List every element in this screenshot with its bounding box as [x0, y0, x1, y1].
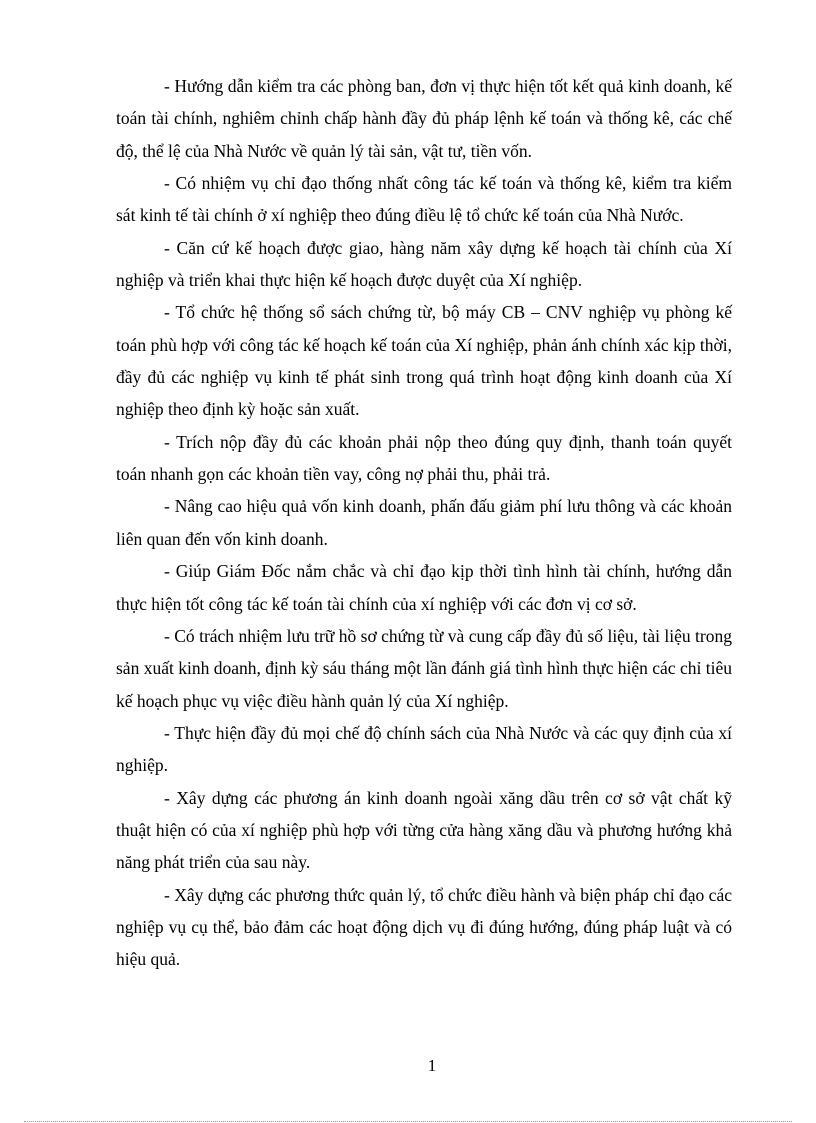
page-footer-divider: [24, 1121, 792, 1122]
paragraph-11: - Xây dựng các phương thức quản lý, tổ chức điều hành và biện pháp chỉ đạo các nghiệp vụ cụ thể, bảo đảm các hoạt động dịch vụ đi đúng hướng, đúng pháp luật và có hiệu quả.: [116, 884, 732, 970]
paragraph-3: - Căn cứ kế hoạch được giao, hàng năm xây dựng kế hoạch tài chính của Xí nghiệp và triển khai thực hiện kế hoạch được duyệt của Xí nghiệp.: [116, 237, 732, 291]
page-number: 1: [427, 1056, 437, 1075]
paragraph-1: - Hướng dẫn kiểm tra các phòng ban, đơn vị thực hiện tốt kết quả kinh doanh, kế toán tài chính, nghiêm chỉnh chấp hành đầy đủ pháp lệnh kế toán và thống kê, các chế độ, thể lệ của Nhà Nước về quản lý tài sản, vật tư, tiền vốn.: [116, 76, 732, 161]
paragraph-10: - Xây dựng các phương án kinh doanh ngoài xăng dầu trên cơ sở vật chất kỹ thuật hiện có của xí nghiệp phù hợp với từng cửa hàng xăng dầu và phương hướng khả năng phát triển của sau này.: [116, 787, 732, 873]
document-body: [116, 70, 732, 976]
paragraph-2: - Có nhiệm vụ chỉ đạo thống nhất công tác kế toán và thống kê, kiểm tra kiểm sát kinh tế tài chính ở xí nghiệp theo đúng điều lệ tổ chức kế toán của Nhà Nước.: [116, 173, 732, 226]
paragraph-4: - Tổ chức hệ thống sổ sách chứng từ, bộ máy CB – CNV nghiệp vụ phòng kế toán phù hợp với công tác kế hoạch kế toán của Xí nghiệp, phản ánh chính xác kịp thời, đầy đủ các nghiệp vụ kinh tế phát sinh trong quá trình hoạt động kinh doanh của Xí nghiệp theo định kỳ hoặc sản xuất.: [116, 302, 732, 420]
paragraph-9: - Thực hiện đầy đủ mọi chế độ chính sách của Nhà Nước và các quy định của xí nghiệp.: [116, 722, 732, 776]
paragraph-8: - Có trách nhiệm lưu trữ hồ sơ chứng từ và cung cấp đầy đủ số liệu, tài liệu trong sản xuất kinh doanh, định kỳ sáu tháng một lần đánh giá tình hình thực hiện các chỉ tiêu kế hoạch phục vụ việc điều hành quản lý của Xí nghiệp.: [116, 625, 732, 711]
paragraph-5: - Trích nộp đầy đủ các khoản phải nộp theo đúng quy định, thanh toán quyết toán nhanh gọn các khoản tiền vay, công nợ phải thu, phải trả.: [116, 431, 732, 485]
paragraph-7: - Giúp Giám Đốc nắm chắc và chỉ đạo kịp thời tình hình tài chính, hướng dẫn thực hiện tốt công tác kế toán tài chính của xí nghiệp với các đơn vị cơ sở.: [116, 561, 732, 614]
paragraph-6: - Nâng cao hiệu quả vốn kinh doanh, phấn đấu giảm phí lưu thông và các khoản liên quan đến vốn kinh doanh.: [116, 496, 732, 549]
